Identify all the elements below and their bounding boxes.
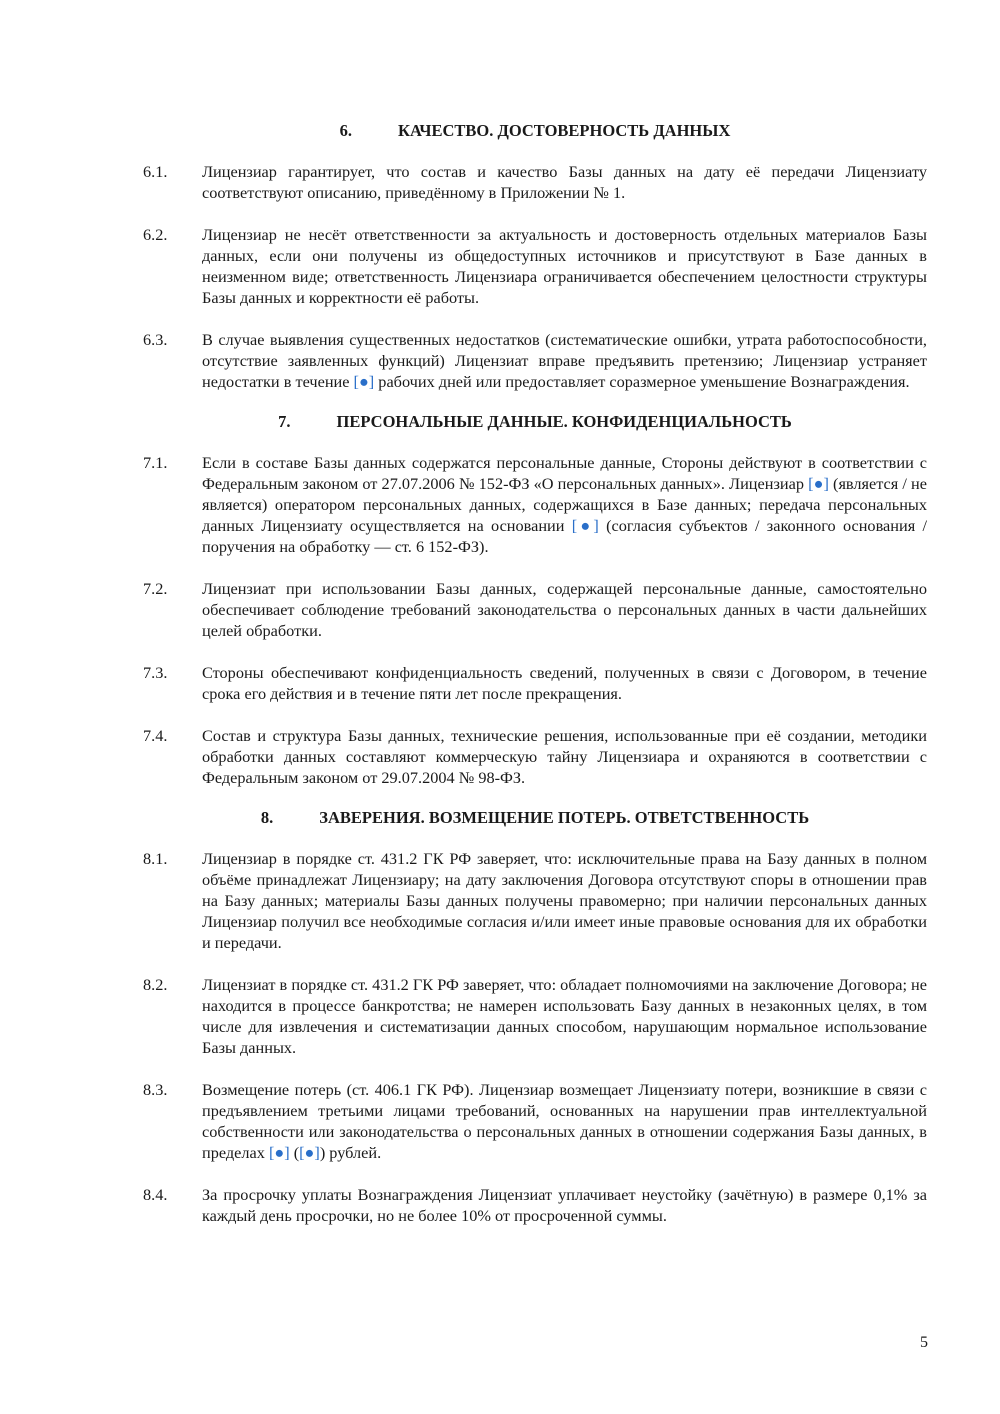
clause-text-segment: Лицензиар не несёт ответственности за актуальность и достоверность отдельных материалов Базы данных, если они получены из общедоступных источников и присутствуют в Базе данных в неизменном виде; ответственность Лицензиара ограничивается обеспечением целостности структуры Базы данных и корректности её работы.	[202, 225, 927, 307]
clause-number: 8.4.	[143, 1185, 168, 1204]
clause-text	[202, 725, 927, 788]
clause-text	[202, 974, 927, 1058]
clause-text-segment: Лицензиат при использовании Базы данных, содержащей персональные данные, самостоятельно обеспечивает соблюдение требований законодательства о персональных данных в части дальнейших целей обработки.	[202, 579, 927, 640]
clause	[143, 1184, 927, 1226]
clause	[143, 1079, 927, 1163]
clause-text	[202, 662, 927, 704]
clause-text-segment: (является / не является) оператором персональных данных, содержащихся в Базе данных; передача персональных данных Лицензиату осуществляется на основании	[202, 474, 927, 535]
clause-text	[202, 224, 927, 308]
clause	[143, 578, 927, 641]
section-number: 7.	[278, 412, 291, 431]
clause-text-segment: Возмещение потерь (ст. 406.1 ГК РФ). Лицензиар возмещает Лицензиату потери, возникшие в связи с предъявлением третьими лицами требований, основанных на нарушении прав интеллектуальной собственности или законодательства о персональных данных в отношении содержания Базы данных, в пределах	[202, 1080, 927, 1162]
clause-text-segment: Лицензиар гарантирует, что состав и качество Базы данных на дату её передачи Лицензиату соответствуют описанию, приведённому в Приложении № 1.	[202, 162, 927, 202]
clause	[143, 224, 927, 308]
section-title	[143, 120, 927, 141]
clause-text	[202, 329, 927, 392]
placeholder-field[interactable]: [●]	[268, 1143, 290, 1162]
clause-text-segment: Состав и структура Базы данных, технические решения, использованные при её создании, методики обработки данных составляют коммерческую тайну Лицензиара и охраняются в соответствии с Федеральным законом от 29.07.2004 № 98-ФЗ.	[202, 726, 927, 787]
clause-number: 6.2.	[143, 225, 168, 244]
placeholder-field[interactable]: [●]	[571, 516, 599, 535]
clause-text-segment: За просрочку уплаты Вознаграждения Лицензиат уплачивает неустойку (зачётную) в размере 0,1% за каждый день просрочки, но не более 10% от просроченной суммы.	[202, 1185, 927, 1225]
clause-text	[202, 1184, 927, 1226]
clause-number: 8.2.	[143, 975, 168, 994]
clause-text	[202, 1079, 927, 1163]
clause-text	[202, 452, 927, 557]
page-number: 5	[920, 1334, 928, 1351]
section-heading-text: КАЧЕСТВО. ДОСТОВЕРНОСТЬ ДАННЫХ	[397, 121, 731, 140]
clause-number: 6.1.	[143, 162, 168, 181]
clause	[143, 329, 927, 392]
clause-text-segment: Стороны обеспечивают конфиденциальность сведений, полученных в связи с Договором, в течение срока его действия и в течение пяти лет после прекращения.	[202, 663, 927, 703]
clause-text-segment: В случае выявления существенных недостатков (систематические ошибки, утрата работоспособности, отсутствие заявленных функций) Лицензиат вправе предъявить претензию; Лицензиар устраняет недостатки в течение	[202, 330, 927, 391]
clause-text	[202, 578, 927, 641]
clause-text-segment: Лицензиат в порядке ст. 431.2 ГК РФ заверяет, что: обладает полномочиями на заключение Договора; не находится в процессе банкротства; не намерен использовать Базу данных в незаконных целях, в том числе для извлечения и систематизации данных способом, нарушающим нормальное использование Базы данных.	[202, 975, 927, 1057]
clause	[143, 848, 927, 953]
placeholder-field[interactable]: [●]	[353, 372, 375, 391]
section-heading-text: ЗАВЕРЕНИЯ. ВОЗМЕЩЕНИЕ ПОТЕРЬ. ОТВЕТСТВЕННОСТЬ	[319, 808, 810, 827]
clause-text-segment: рабочих дней или предоставляет соразмерное уменьшение Вознаграждения.	[374, 372, 910, 391]
clause	[143, 974, 927, 1058]
clause-number: 6.3.	[143, 330, 168, 349]
placeholder-field[interactable]: [●]	[299, 1143, 320, 1162]
clause	[143, 161, 927, 203]
clause-number: 8.1.	[143, 849, 168, 868]
clause-text-segment: (	[289, 1143, 300, 1162]
clause	[143, 725, 927, 788]
document-body	[143, 120, 927, 1247]
clause	[143, 452, 927, 557]
section-heading-text: ПЕРСОНАЛЬНЫЕ ДАННЫЕ. КОНФИДЕНЦИАЛЬНОСТЬ	[336, 412, 792, 431]
clause-number: 7.3.	[143, 663, 168, 682]
section-number: 8.	[260, 808, 274, 827]
clause-text-segment: ) рублей.	[319, 1143, 382, 1162]
section-title	[143, 807, 927, 828]
clause-text	[202, 848, 927, 953]
clause-number: 7.4.	[143, 726, 168, 745]
clause-text-segment: (согласия субъектов / законного основания / поручения на обработку — ст. 6 152-ФЗ).	[202, 516, 927, 556]
section-number: 6.	[339, 121, 352, 140]
clause-text-segment: Лицензиар в порядке ст. 431.2 ГК РФ заверяет, что: исключительные права на Базу данных в полном объёме принадлежат Лицензиару; на дату заключения Договора отсутствуют споры в отношении прав на Базу данных; материалы Базы данных получены правомерно; при наличии персональных данных Лицензиар получил все необходимые согласия и/или имеет иные правовые основания для их обработки и передачи.	[202, 849, 927, 952]
clause-number: 8.3.	[143, 1080, 168, 1099]
clause	[143, 662, 927, 704]
section-title	[143, 411, 927, 432]
clause-number: 7.2.	[143, 579, 168, 598]
clause-text-segment: Если в составе Базы данных содержатся персональные данные, Стороны действуют в соответствии с Федеральным законом от 27.07.2006 № 152-ФЗ «О персональных данных». Лицензиар	[202, 453, 927, 493]
clause-text	[202, 161, 927, 203]
placeholder-field[interactable]: [●]	[808, 474, 829, 493]
clause-number: 7.1.	[143, 453, 168, 472]
